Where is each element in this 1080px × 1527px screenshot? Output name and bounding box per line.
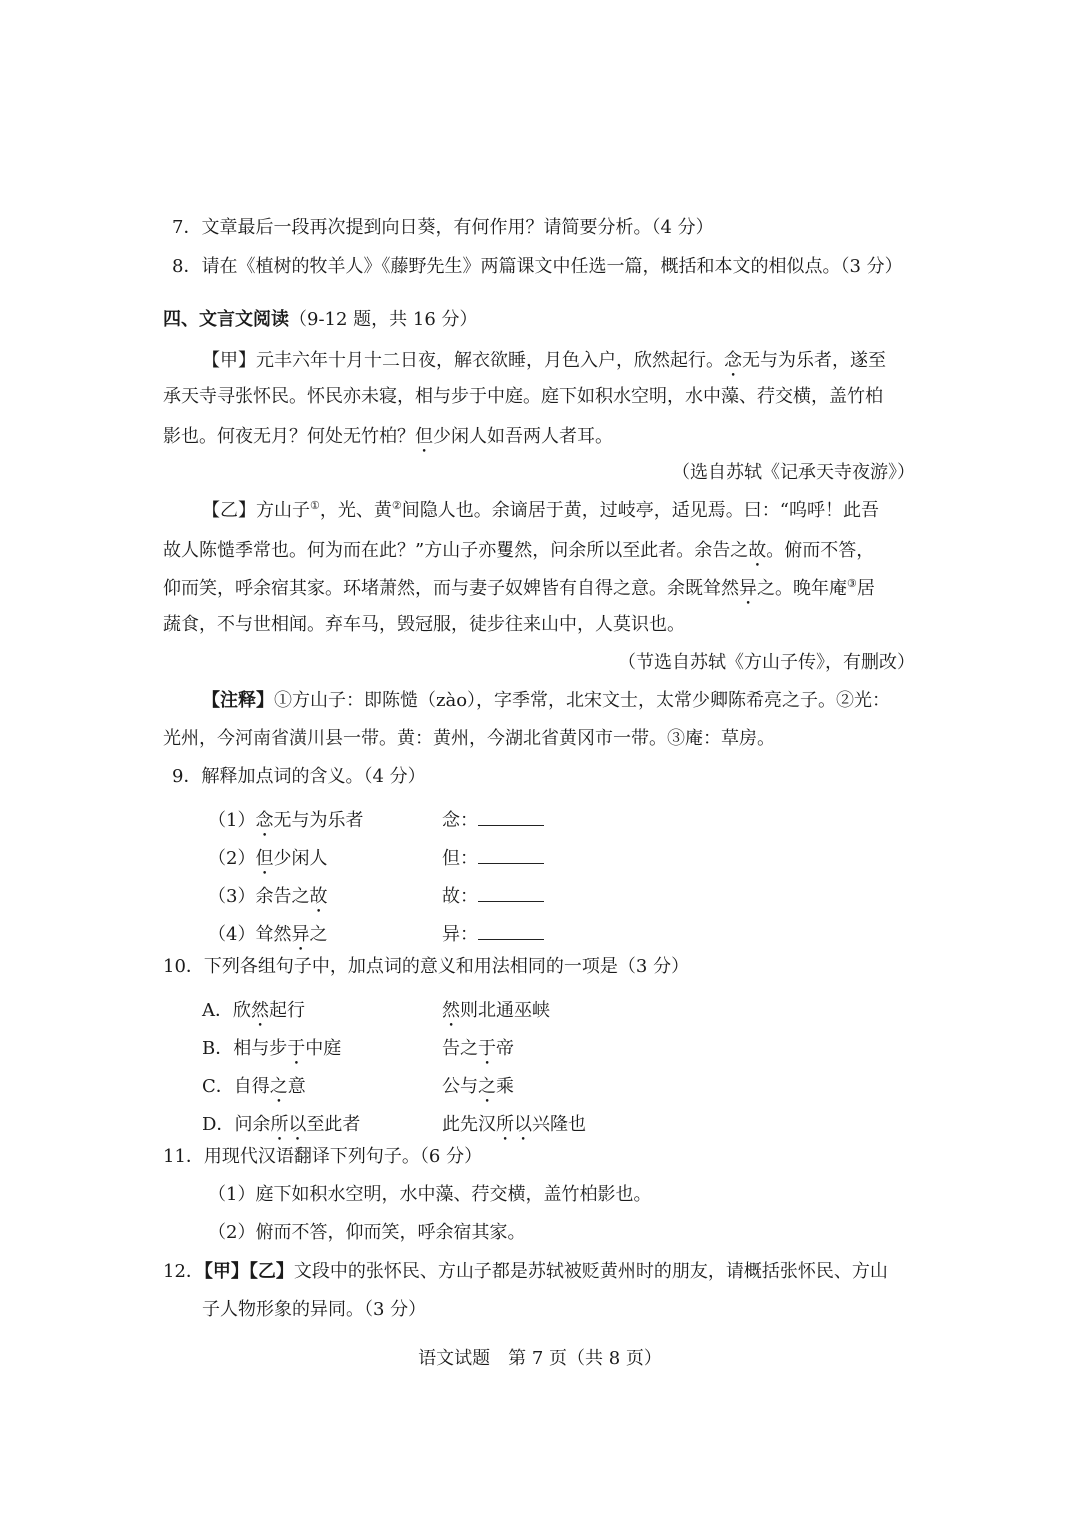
- text-run: 无与为乐者，遂至: [742, 350, 886, 371]
- passage-marker: 【甲】: [202, 350, 256, 371]
- text-run: 之: [309, 924, 328, 945]
- dotted-word: 念: [724, 350, 742, 371]
- q9-item-3: [0, 882, 1080, 907]
- dotted-word: 但: [255, 848, 274, 869]
- text-run: ，光、黄: [319, 500, 392, 521]
- question-12-line-2: 子人物形象的异同。（3 分）: [202, 1299, 427, 1320]
- passage-jia-source: （选自苏轼《记承天寺夜游》）: [672, 462, 915, 483]
- item-number: （2）: [208, 848, 256, 869]
- footnote-marker: ①: [310, 499, 320, 512]
- text-run: 间隐人也。余谪居于黄，过岐亭，适见焉。曰：“呜呼！此吾: [401, 500, 879, 521]
- text-run: 元丰六年十月十二日夜，解衣欲睡，月色入户，欣然起行。: [256, 350, 724, 371]
- passage-yi-line-4: 蔬食，不与世相闻。弃车马，毁冠服，徒步往来山中，人莫识也。: [163, 614, 685, 635]
- option-label: C．: [202, 1076, 234, 1097]
- q10-option-b: [0, 1034, 1080, 1059]
- text-run: 帝: [496, 1038, 514, 1059]
- section-heading: [163, 311, 478, 329]
- text-run: 仰而笑，呼余宿其家。环堵萧然，而与妻子奴婢皆有自得之意。余既耸然: [163, 578, 739, 599]
- text-run: 居: [856, 578, 875, 599]
- dotted-word: 之: [269, 1076, 288, 1097]
- text-run: 欣: [233, 1000, 251, 1021]
- text-run: 故人陈慥季常也。何为而在此？”方山子亦矍然，问余所以至此者。余告之: [163, 540, 749, 561]
- section-title: 四、文言文阅读: [163, 309, 289, 330]
- dotted-word: 于: [478, 1038, 496, 1059]
- question-12-line-1: [163, 1263, 888, 1281]
- text-run: 少闲人如吾两人者耳。: [433, 426, 613, 447]
- text-run: 影也。何夜无月？何处无竹柏？: [163, 426, 415, 447]
- text-run: 相与步: [233, 1038, 288, 1059]
- text-run: 少闲人: [273, 848, 328, 869]
- text-run: 文段中的张怀民、方山子都是苏轼被贬黄州时的朋友，请概括张怀民、方山: [293, 1261, 888, 1282]
- text-run: 。俯而不答，: [766, 540, 875, 561]
- text-run: 兴隆也: [532, 1114, 586, 1135]
- item-number: （1）: [208, 810, 256, 831]
- passage-jia-line-1: [202, 350, 886, 381]
- answer-label: 故：: [442, 886, 478, 907]
- footnote-marker: ②: [391, 499, 402, 512]
- text-run: 余告之: [255, 886, 310, 907]
- q9-item-4: [0, 920, 1080, 945]
- dotted-word: 所以: [496, 1114, 532, 1135]
- answer-blank[interactable]: [478, 886, 544, 902]
- answer-blank[interactable]: [478, 810, 544, 826]
- text-run: 则北通巫峡: [460, 1000, 550, 1021]
- answer-label: 但：: [442, 848, 478, 869]
- question-11-stem: 11．用现代汉语翻译下列句子。（6 分）: [163, 1146, 483, 1167]
- text-run: 无与为乐者: [273, 810, 364, 831]
- item-number: （3）: [208, 886, 256, 907]
- q11-item-2: （2）俯而不答，仰而笑，呼余宿其家。: [208, 1222, 526, 1243]
- text-run: 意: [287, 1076, 306, 1097]
- dotted-word: 所以: [270, 1114, 307, 1135]
- option-label: D．: [202, 1114, 235, 1135]
- dotted-word: 故: [748, 540, 767, 561]
- text-run: 问余: [234, 1114, 271, 1135]
- dotted-word: 然: [251, 1000, 269, 1021]
- passage-yi-line-3: [163, 578, 875, 609]
- passage-jia-line-3: [163, 426, 613, 457]
- q10-option-a: [0, 996, 1080, 1021]
- dotted-word: 异: [739, 578, 757, 599]
- text-run: 乘: [496, 1076, 514, 1097]
- passage-yi-source: （节选自苏轼《方山子传》，有删改）: [618, 652, 915, 673]
- text-run: ①方山子：即陈慥（zào），字季常，北宋文士，太常少卿陈希亮之子。②光：: [274, 690, 891, 711]
- dotted-word: 于: [287, 1038, 306, 1059]
- footnote-marker: ③: [847, 577, 857, 590]
- text-run: 起行: [269, 1000, 305, 1021]
- item-number: （4）: [208, 924, 256, 945]
- q10-option-c: [0, 1072, 1080, 1097]
- passage-yi-line-1: [202, 499, 879, 521]
- text-run: 耸然: [255, 924, 292, 945]
- dotted-word: 异: [291, 924, 310, 945]
- answer-label: 异：: [442, 924, 478, 945]
- text-run: 之。晚年庵: [757, 578, 847, 599]
- question-number: 12．: [163, 1261, 204, 1282]
- passage-marker: 【乙】: [202, 500, 256, 521]
- question-9-stem: 9．解释加点词的含义。（4 分）: [172, 766, 426, 787]
- q11-item-1: （1）庭下如积水空明，水中藻、荇交横，盖竹柏影也。: [208, 1184, 652, 1205]
- q9-item-1: [0, 806, 1080, 831]
- notes-line-2: 光州，今河南省潢川县一带。黄：黄州，今湖北省黄冈市一带。③庵：草房。: [163, 728, 775, 749]
- text-run: 公与: [442, 1076, 478, 1097]
- passage-jia-line-2: 承天寺寻张怀民。怀民亦未寝，相与步于中庭。庭下如积水空明，水中藻、荇交横，盖竹柏: [163, 386, 883, 407]
- passage-yi-line-2: [163, 540, 874, 571]
- text-run: 中庭: [305, 1038, 342, 1059]
- dotted-word: 之: [478, 1076, 496, 1097]
- q9-item-2: [0, 844, 1080, 869]
- text-run: 告之: [442, 1038, 478, 1059]
- dotted-word: 但: [415, 426, 433, 447]
- text-run: 至此者: [306, 1114, 361, 1135]
- option-label: B．: [202, 1038, 234, 1059]
- answer-blank[interactable]: [478, 848, 544, 864]
- question-10-stem: 10．下列各组句子中，加点词的意义和用法相同的一项是（3 分）: [163, 956, 690, 977]
- section-range: （9-12 题，共 16 分）: [289, 309, 478, 330]
- notes-label: 【注释】: [202, 690, 274, 711]
- question-8: 8．请在《植树的牧羊人》《藤野先生》两篇课文中任选一篇，概括和本文的相似点。（3 分）: [172, 256, 903, 277]
- dotted-word: 念: [255, 810, 274, 831]
- q10-option-d: [0, 1110, 1080, 1135]
- question-7: 7．文章最后一段再次提到向日葵，有何作用？请简要分析。（4 分）: [172, 217, 714, 238]
- dotted-word: 然: [442, 1000, 460, 1021]
- text-run: 此先汉: [442, 1114, 496, 1135]
- text-run: 方山子: [256, 500, 310, 521]
- answer-label: 念：: [442, 810, 478, 831]
- answer-blank[interactable]: [478, 924, 544, 940]
- passage-tags: 【甲】【乙】: [203, 1261, 294, 1282]
- page-footer: 语文试题 第 7 页（共 8 页）: [418, 1348, 662, 1369]
- dotted-word: 故: [309, 886, 328, 907]
- notes-line-1: [202, 692, 890, 710]
- text-run: 自得: [233, 1076, 270, 1097]
- option-label: A．: [202, 1000, 233, 1021]
